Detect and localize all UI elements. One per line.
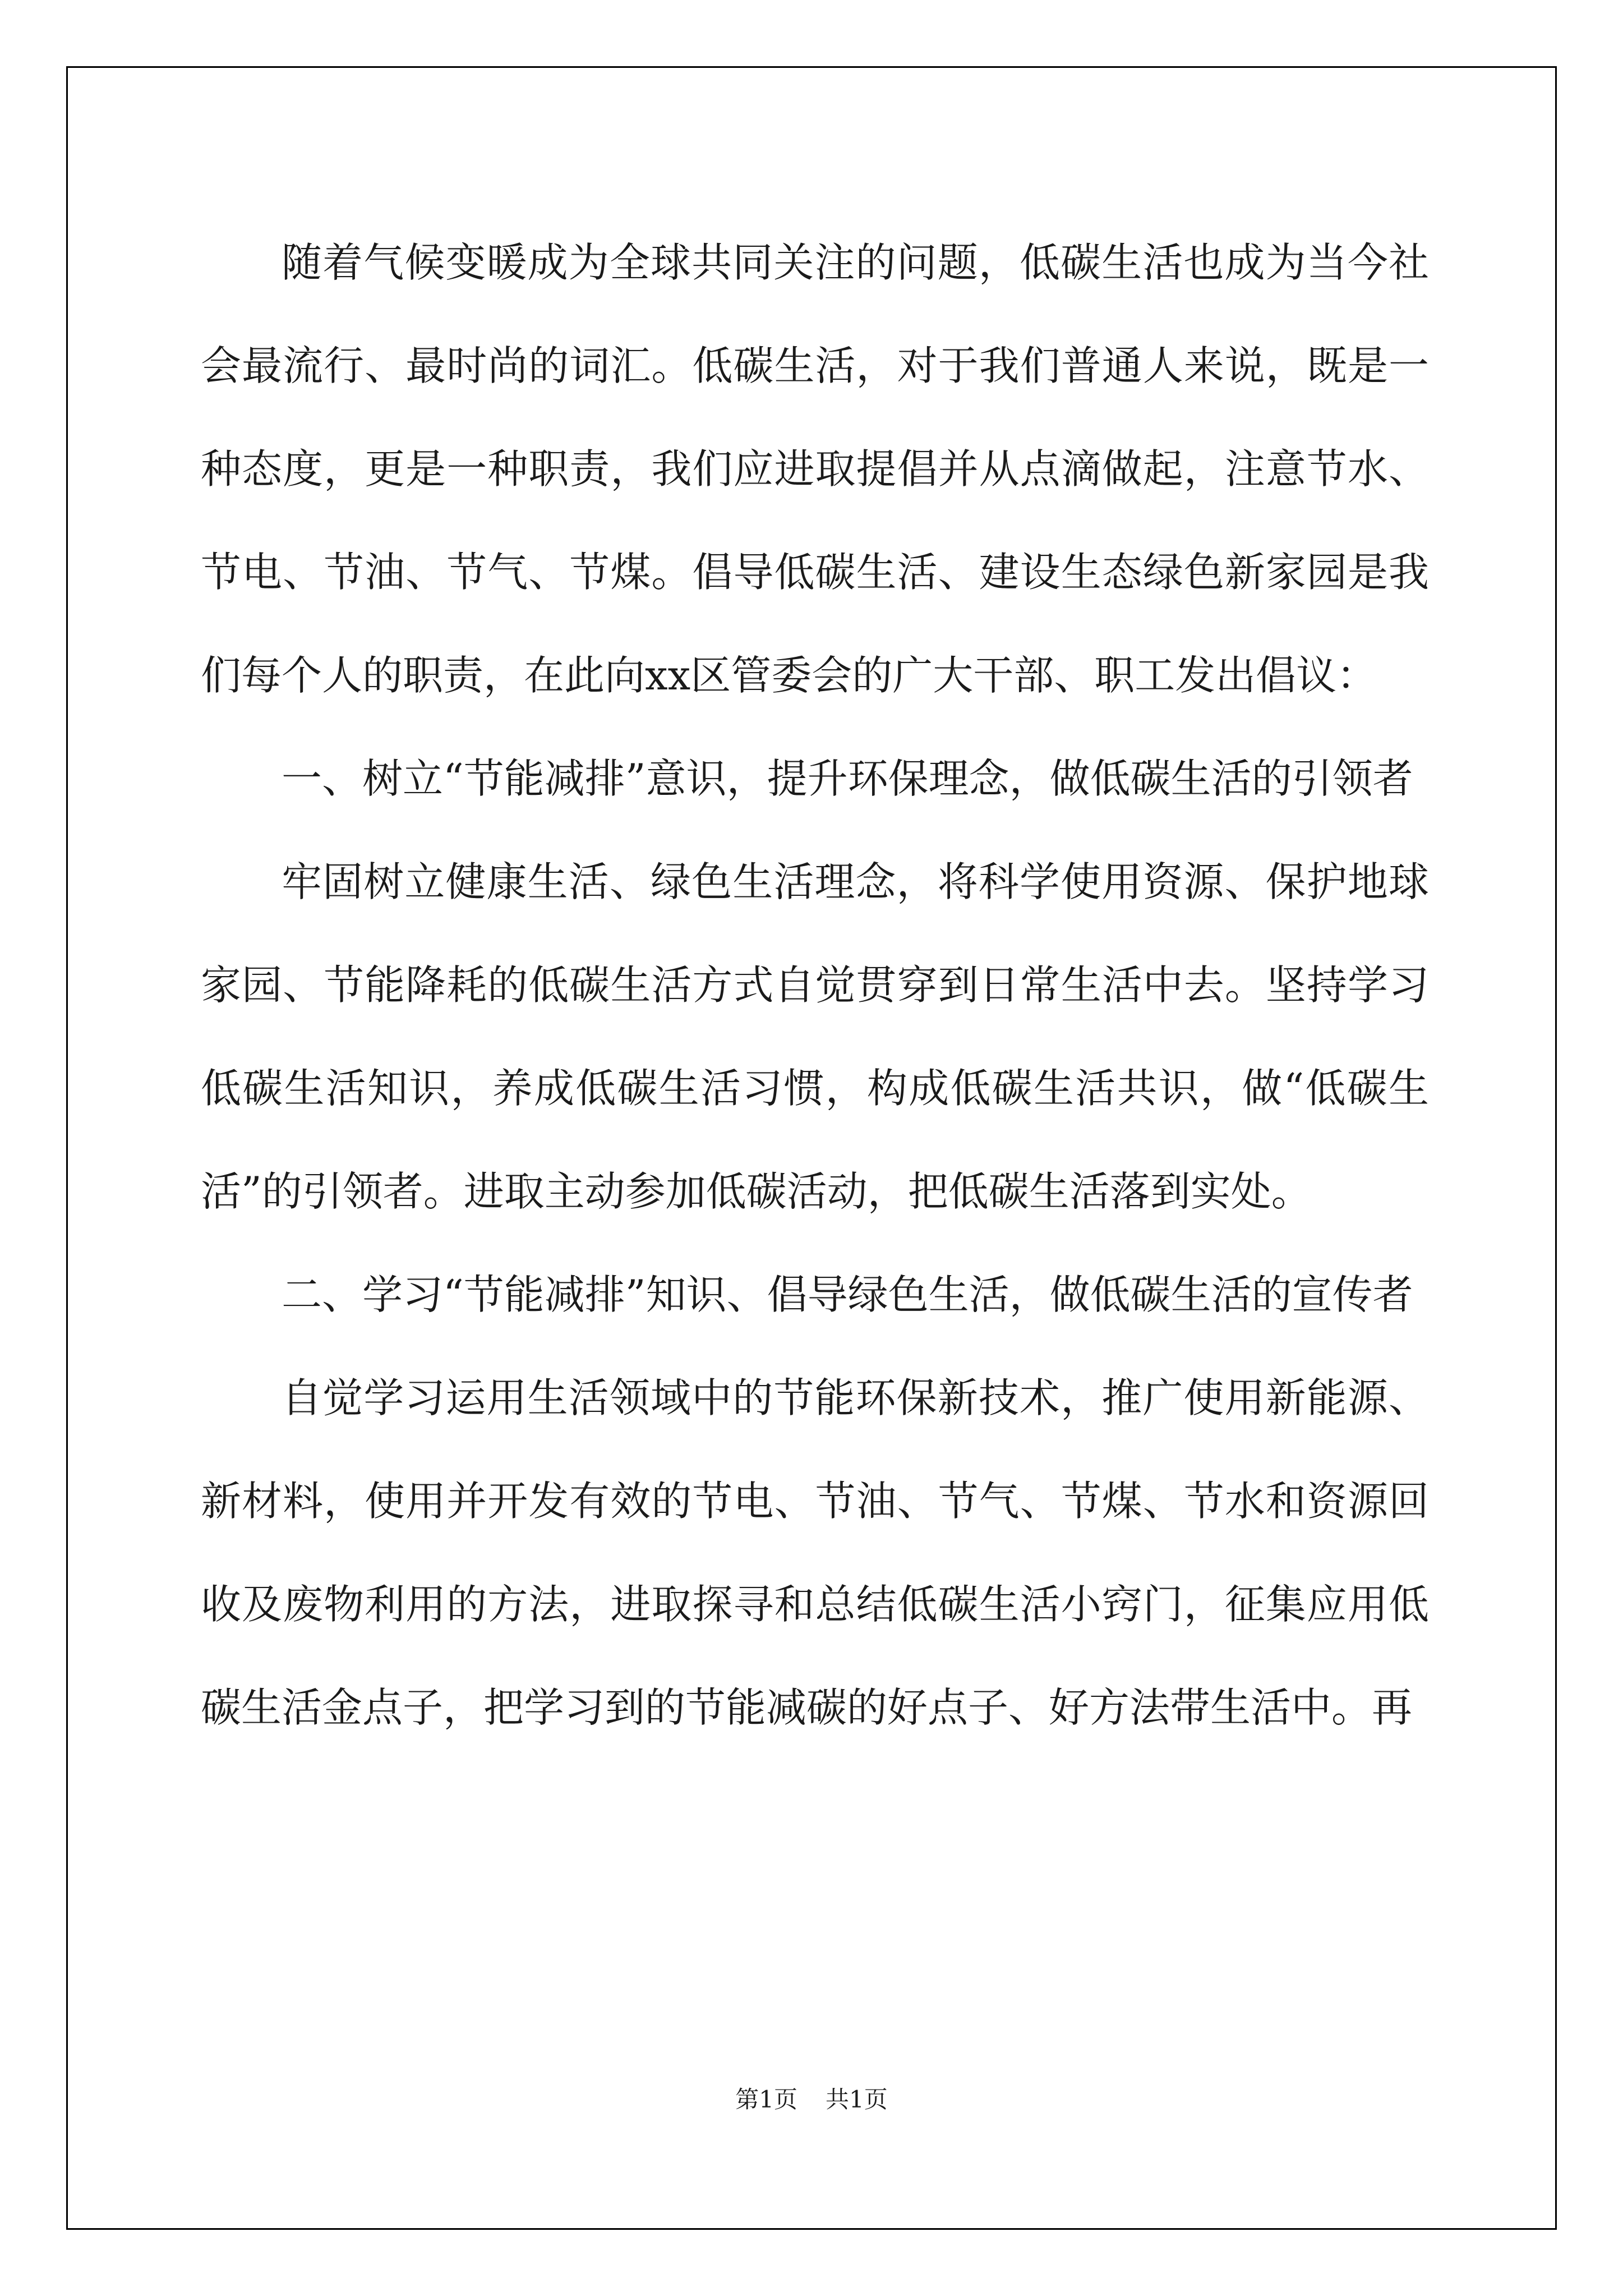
heading-section-2: 二、学习“节能减排”知识、倡导绿色生活，做低碳生活的宣传者: [282, 1271, 1413, 1318]
heading-section-1: 一、树立“节能减排”意识，提升环保理念，做低碳生活的引领者: [282, 755, 1413, 802]
page-total: 共1页: [826, 2086, 888, 2113]
paragraph-intro: 随着气候变暖成为全球共同关注的问题，低碳生活也成为当今社会最流行、最时尚的词汇。低碳生活，对于我们普通人来说，既是一种态度，更是一种职责，我们应进取提倡并从点滴做起，注意节水、节电、节油、节气、节煤。倡导低碳生活、建设生态绿色新家园是我们每个人的职责，在此向xx区管委会的广大干部、职工发出倡议：: [201, 239, 1429, 699]
page-footer: [0, 2083, 1623, 2116]
page-number: 第1页: [735, 2086, 797, 2113]
paragraph-section-2: 自觉学习运用生活领域中的节能环保新技术，推广使用新能源、新材料，使用并开发有效的节电、节油、节气、节煤、节水和资源回收及废物利用的方法，进取探寻和总结低碳生活小窍门，征集应用低碳生活金点子，把学习到的节能减碳的好点子、好方法带生活中。再: [201, 1374, 1429, 1731]
document-body: [201, 211, 1429, 1759]
paragraph-section-1: 牢固树立健康生活、绿色生活理念，将科学使用资源、保护地球家园、节能降耗的低碳生活方式自觉贯穿到日常生活中去。坚持学习低碳生活知识，养成低碳生活习惯，构成低碳生活共识，做“低碳生活”的引领者。进取主动参加低碳活动，把低碳生活落到实处。: [201, 858, 1429, 1215]
